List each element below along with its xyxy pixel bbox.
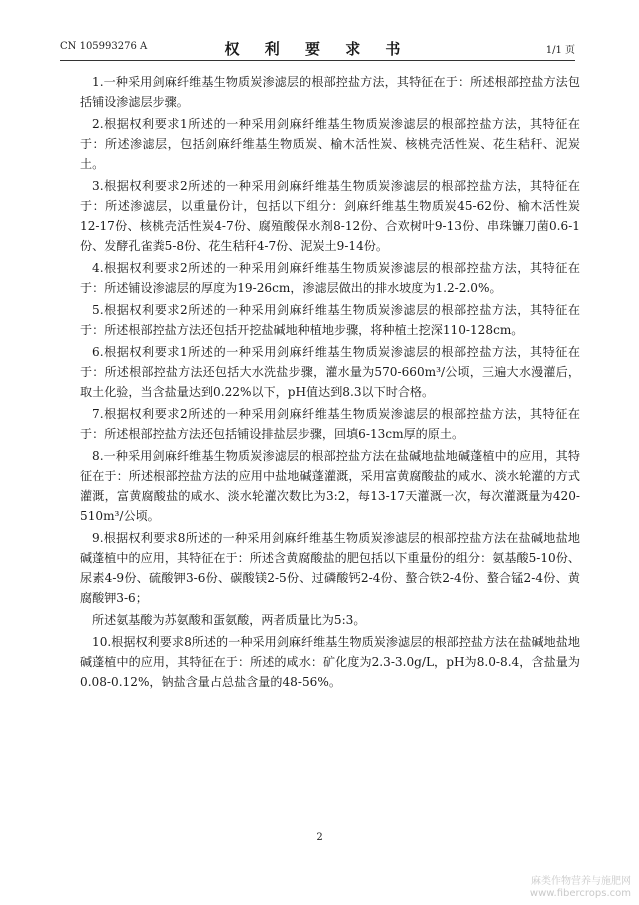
claim-9: 9.根据权利要求8所述的一种采用剑麻纤维基生物质炭渗滤层的根部控盐方法在盐碱地盐地碱蓬植中的应用，其特征在于：所述含黄腐酸盐的肥包括以下重量份的组分：氨基酸5-10份、尿素4-9份、硫酸钾3-6份、碳酸镁2-5份、过磷酸钙2-4份、螯合铁2-4份、螯合锰2-4份、黄腐酸钾3-6； bbox=[80, 531, 580, 605]
page-title: 权 利 要 求 书 bbox=[224, 40, 411, 58]
claim-8: 8.一种采用剑麻纤维基生物质炭渗滤层的根部控盐方法在盐碱地盐地碱蓬植中的应用，其特征在于：所述根部控盐方法的应用中盐地碱蓬灌溉，采用富黄腐酸盐的咸水、淡水轮灌的方式灌溉，富黄腐酸盐的咸水、淡水轮灌次数比为3:2，每13-17天灌溉一次，每次灌溉量为420-510m³/公顷。 bbox=[80, 449, 580, 523]
claim-3: 3.根据权利要求2所述的一种采用剑麻纤维基生物质炭渗滤层的根部控盐方法，其特征在于：所述渗滤层，以重量份计，包括以下组分：剑麻纤维基生物质炭45-62份、榆木活性炭12-17份、核桃壳活性炭4-7份、腐殖酸保水剂8-12份、合欢树叶9-13份、串珠镰刀菌0.6-1份、发酵孔雀粪5-8份、花生秸秆4-7份、泥炭土9-14份。 bbox=[80, 179, 580, 253]
watermark-url: www.fibercrops.com bbox=[529, 888, 631, 899]
claim-1: 1.一种采用剑麻纤维基生物质炭渗滤层的根部控盐方法，其特征在于：所述根部控盐方法包括铺设渗滤层步骤。 bbox=[80, 75, 580, 109]
claims-body bbox=[80, 72, 580, 694]
page-count: 1/1 页 bbox=[545, 45, 575, 56]
claim-2: 2.根据权利要求1所述的一种采用剑麻纤维基生物质炭渗滤层的根部控盐方法，其特征在于：所述渗滤层，包括剑麻纤维基生物质炭、榆木活性炭、核桃壳活性炭、花生秸秆、泥炭土。 bbox=[80, 117, 580, 171]
page-number: 2 bbox=[316, 832, 323, 843]
header-divider bbox=[60, 60, 575, 61]
watermark bbox=[530, 876, 631, 900]
claim-9-continuation: 所述氨基酸为苏氨酸和蛋氨酸，两者质量比为5:3。 bbox=[92, 613, 366, 627]
claim-7: 7.根据权利要求2所述的一种采用剑麻纤维基生物质炭渗滤层的根部控盐方法，其特征在于：所述根部控盐方法还包括铺设排盐层步骤，回填6-13cm厚的原土。 bbox=[80, 407, 580, 441]
watermark-title: 麻类作物营养与施肥网 bbox=[531, 876, 631, 887]
claim-10: 10.根据权利要求8所述的一种采用剑麻纤维基生物质炭渗滤层的根部控盐方法在盐碱地盐地碱蓬植中的应用，其特征在于：所述的咸水：矿化度为2.3-3.0g/L，pH为8.0-8.4，含盐量为0.08-0.12%，钠盐含量占总盐含量的48-56%。 bbox=[80, 635, 580, 689]
publication-number: CN 105993276 A bbox=[60, 41, 148, 52]
claim-5: 5.根据权利要求2所述的一种采用剑麻纤维基生物质炭渗滤层的根部控盐方法，其特征在于：所述根部控盐方法还包括开挖盐碱地种植地步骤，将种植土挖深110-128cm。 bbox=[80, 303, 580, 337]
claim-6: 6.根据权利要求1所述的一种采用剑麻纤维基生物质炭渗滤层的根部控盐方法，其特征在于：所述根部控盐方法还包括大水洗盐步骤，灌水量为570-660m³/公顷，三遍大水漫灌后，取土化验，当含盐量达到0.22%以下，pH值达到8.3以下时合格。 bbox=[80, 345, 580, 399]
document-header bbox=[60, 38, 575, 58]
claim-4: 4.根据权利要求2所述的一种采用剑麻纤维基生物质炭渗滤层的根部控盐方法，其特征在于：所述铺设渗滤层的厚度为19-26cm，渗滤层做出的排水坡度为1.2-2.0%。 bbox=[80, 261, 580, 295]
